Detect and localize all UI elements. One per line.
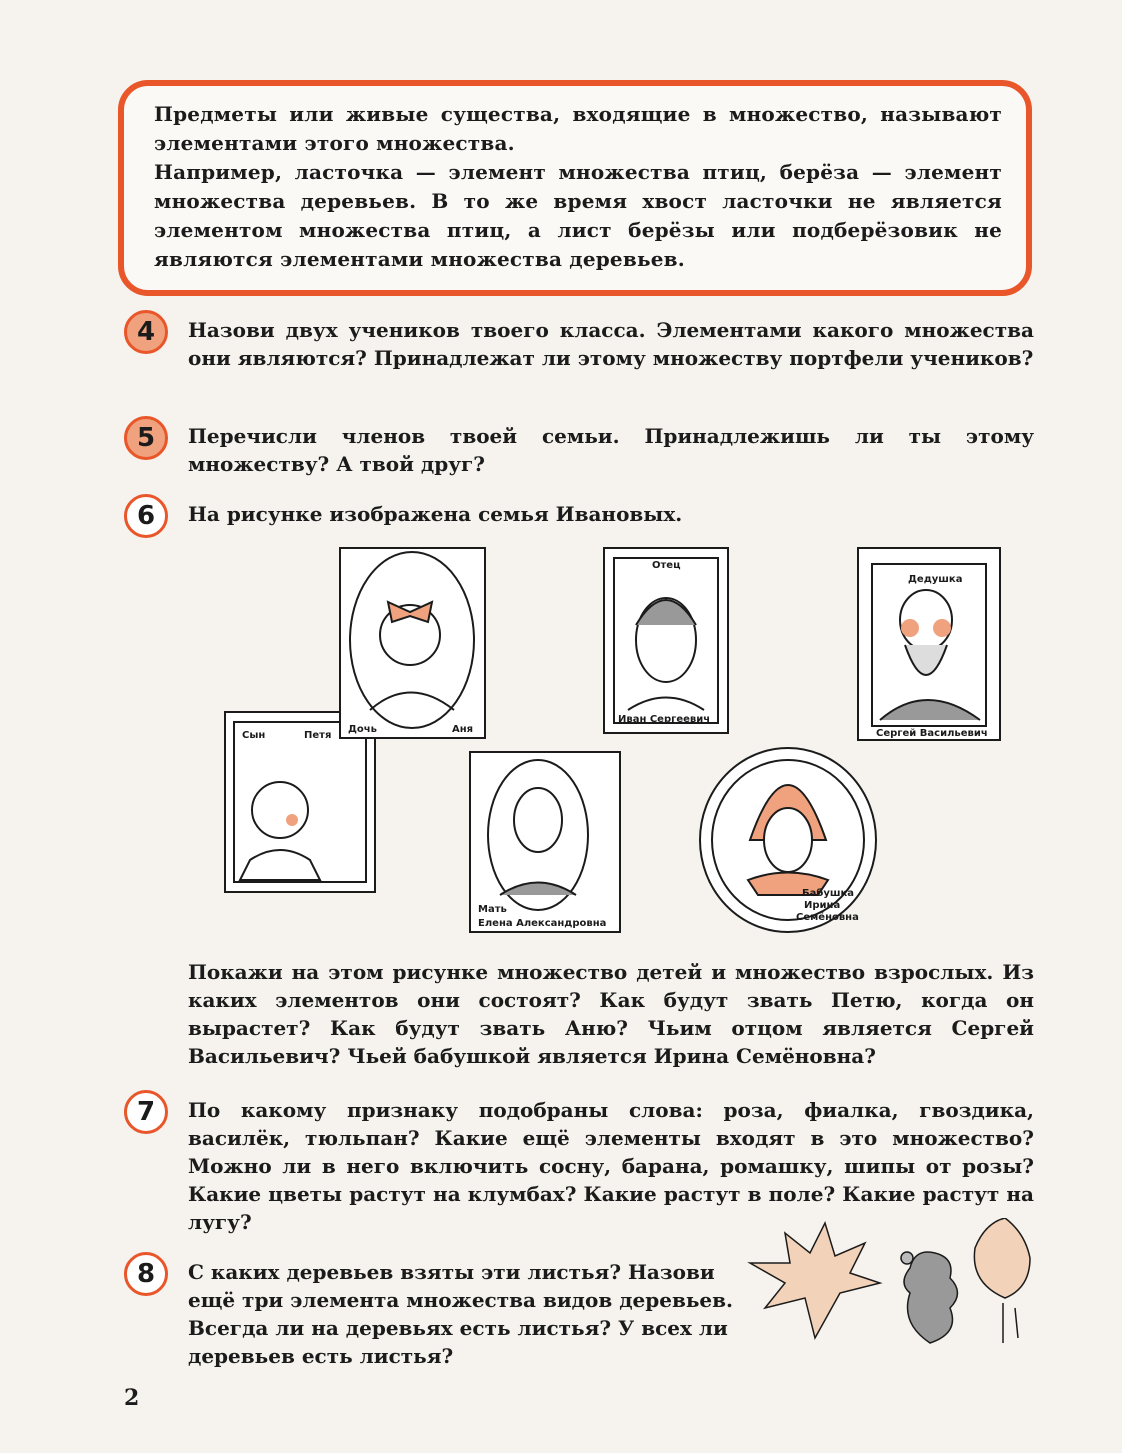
oak-leaf-icon bbox=[904, 1252, 958, 1343]
definition-example: Например, ласточка — элемент множества птиц, берёза — элемент множества деревьев. В то же время хвост ласточки не является элементом множества птиц, а лист берёзы или подберёзовик не являются элементами множества деревьев. bbox=[154, 160, 1002, 271]
portrait-grandmother bbox=[700, 748, 876, 932]
task-number: 5 bbox=[124, 416, 168, 460]
task-8 bbox=[124, 1258, 744, 1370]
portrait-mother bbox=[470, 752, 620, 932]
task-number: 4 bbox=[124, 310, 168, 354]
task-text: На рисунке изображена семья Ивановых. bbox=[188, 502, 683, 526]
portrait-label: Ирина bbox=[804, 900, 841, 911]
definition-line: Предметы или живые существа, входящие в множество, называют bbox=[154, 102, 1002, 126]
leaves-illustration bbox=[745, 1218, 1040, 1348]
page-number: 2 bbox=[124, 1385, 140, 1411]
portrait-label: Дедушка bbox=[908, 574, 963, 585]
portrait-label: Иван Сергеевич bbox=[618, 714, 711, 725]
task-number: 6 bbox=[124, 494, 168, 538]
definition-box bbox=[118, 80, 1032, 296]
portrait-label: Сергей Васильевич bbox=[876, 728, 988, 739]
birch-catkin-icon bbox=[1003, 1303, 1018, 1343]
task-4 bbox=[124, 316, 1034, 372]
maple-leaf-icon bbox=[750, 1223, 880, 1338]
portrait-label: Сын bbox=[242, 730, 266, 741]
task-5 bbox=[124, 422, 1034, 478]
definition-term: элементами bbox=[154, 131, 298, 155]
task-text: Перечисли членов твоей семьи. Принадлежишь ли ты этому множеству? А твой друг? bbox=[188, 424, 1034, 476]
definition-line: этого множества. bbox=[297, 131, 515, 155]
task-6 bbox=[124, 500, 1034, 531]
task-6-questions bbox=[124, 958, 1034, 1070]
task-7 bbox=[124, 1096, 1034, 1236]
birch-leaf-icon bbox=[974, 1218, 1030, 1298]
task-number: 8 bbox=[124, 1252, 168, 1296]
portrait-father bbox=[604, 548, 728, 733]
portrait-label: Елена Александровна bbox=[478, 918, 607, 929]
portrait-label: Отец bbox=[652, 560, 681, 571]
portrait-label: Мать bbox=[478, 904, 507, 915]
task-text: С каких деревьев взяты эти листья? Назови ещё три элемента множества видов деревьев. Всегда ли на деревьях есть листья? У всех ли деревьев есть листья? bbox=[188, 1260, 734, 1368]
portrait-label: Бабушка bbox=[802, 888, 855, 899]
portrait-label: Семёновна bbox=[796, 912, 859, 923]
portrait-label: Аня bbox=[452, 724, 474, 735]
task-text: По какому признаку подобраны слова: роза, фиалка, гвоздика, василёк, тюльпан? Какие ещё элементы входят в это множество? Можно ли в него включить сосну, барана, ромашку, шипы от розы? Какие цветы растут на клумбах? Какие растут в поле? Какие растут на лугу? bbox=[188, 1098, 1034, 1234]
portrait-grandfather bbox=[858, 548, 1000, 740]
portrait-daughter bbox=[340, 548, 485, 738]
family-portraits-illustration bbox=[220, 540, 1040, 940]
task-text: Назови двух учеников твоего класса. Элементами какого множества они являются? Принадлежат ли этому множеству портфели учеников? bbox=[188, 318, 1034, 370]
portrait-label: Дочь bbox=[348, 724, 377, 735]
task-number: 7 bbox=[124, 1090, 168, 1134]
task-text: Покажи на этом рисунке множество детей и множество взрослых. Из каких элементов они состоят? Как будут звать Петю, когда он вырастет? Как будут звать Аню? Чьим отцом является Сергей Васильевич? Чьей бабушкой является Ирина Семёновна? bbox=[188, 960, 1034, 1068]
portrait-label: Петя bbox=[304, 730, 332, 741]
acorn-icon bbox=[901, 1252, 913, 1264]
definition-text bbox=[154, 100, 1002, 274]
